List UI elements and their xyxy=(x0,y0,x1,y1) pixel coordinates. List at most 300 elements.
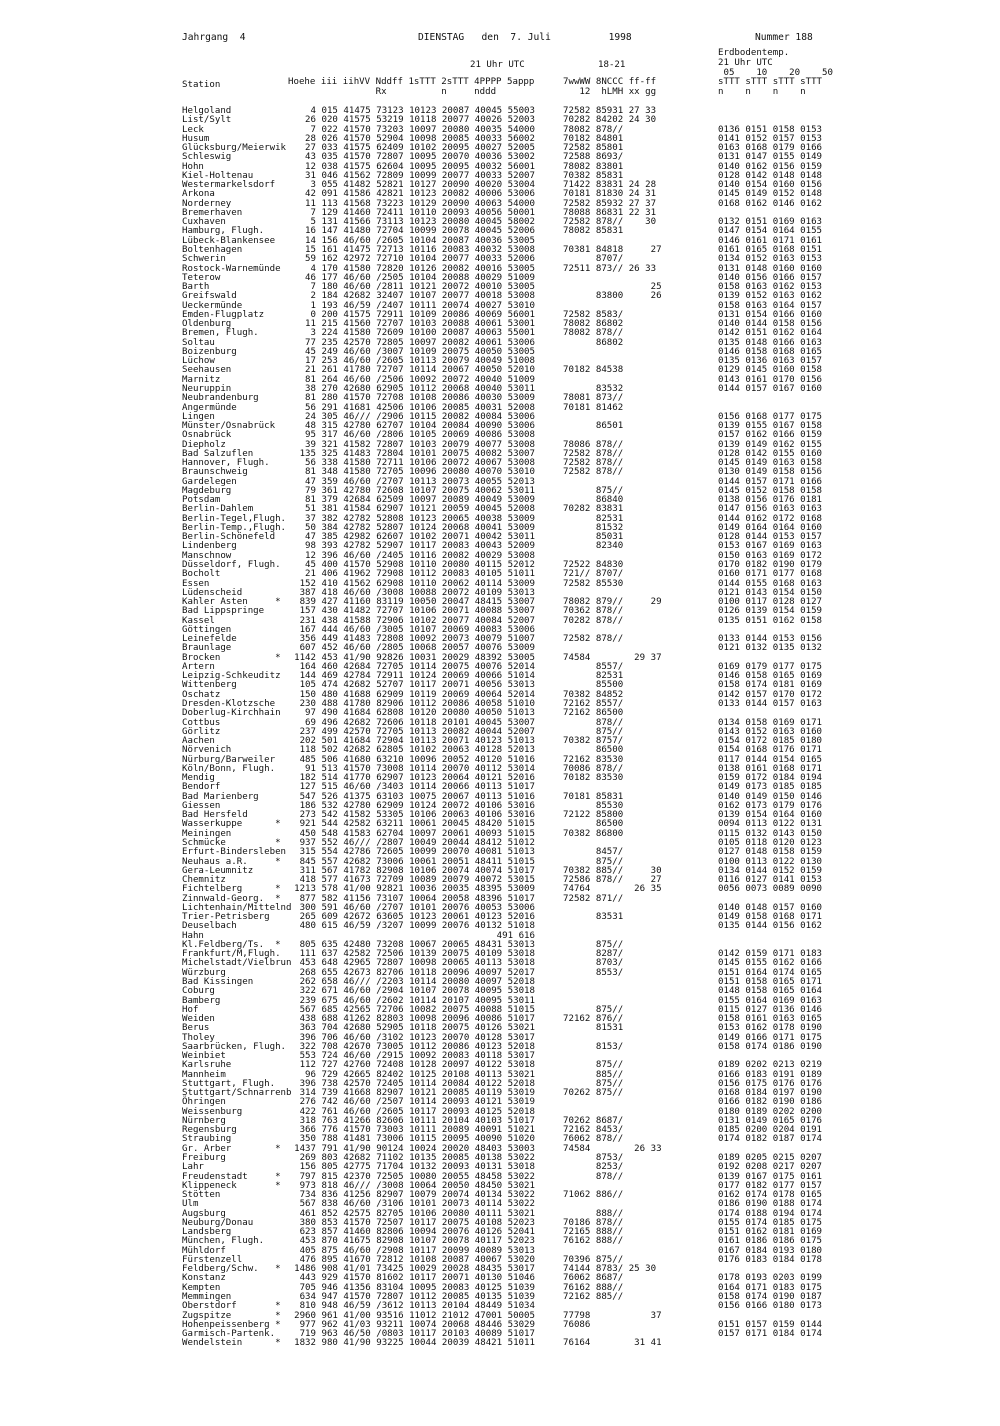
observation-row: 237 499 42570 72705 10113 20082 40044 52007 xyxy=(288,726,535,737)
station-name: Berlin-Schönefeld xyxy=(182,532,276,543)
station-name: Berus xyxy=(182,1023,210,1034)
station-name: Arkona xyxy=(182,189,215,200)
observation-row: 31 046 41562 72809 10099 20077 40033 52007 xyxy=(294,170,535,181)
weather-code: 878// xyxy=(563,717,624,728)
weather-code: 85500 xyxy=(563,680,624,691)
observation-row: 48 315 42780 62707 10104 20084 40090 53006 xyxy=(294,421,535,432)
observation-row: 405 875 46/60 /2908 10117 20099 40089 53013 xyxy=(288,1245,535,1256)
weather-code: 82340 xyxy=(563,541,624,552)
soil-temp-row: 0151 0158 0165 0171 xyxy=(718,976,823,987)
station-name: Lüchow xyxy=(182,356,215,367)
weather-code: 70182 83530 xyxy=(563,773,624,784)
weather-code: 78082 85831 xyxy=(563,226,624,237)
soil-temp-row xyxy=(718,932,822,941)
station-name: Schleswig xyxy=(182,152,232,163)
observation-row: 50 384 42782 52807 10124 20068 40041 53009 xyxy=(294,522,535,533)
soil-temp-row: 0158 0163 0162 0153 xyxy=(718,282,823,293)
soil-temp-row: 0144 0157 0167 0160 xyxy=(718,383,823,394)
station-name: Trier-Petrisberg xyxy=(182,912,270,923)
soil-temp-row: 0115 0127 0136 0146 xyxy=(718,1004,823,1015)
weather-code: 70396 875// xyxy=(563,1254,624,1265)
weather-code: 72582 85931 27 33 xyxy=(563,106,657,116)
observation-row: 46 177 46/60 /2505 10104 20088 40029 51009 xyxy=(294,272,535,283)
station-name: Barth xyxy=(182,282,210,293)
station-name: Manschnow xyxy=(182,550,232,561)
station-name: Hahn xyxy=(182,930,204,941)
observation-row: 97 490 41684 62808 10120 20080 40050 51013 xyxy=(294,708,535,719)
soil-temp-row: 0158 0161 0163 0165 xyxy=(718,1014,823,1025)
weather-code: 86500 xyxy=(563,819,624,830)
soil-temp-row: 0128 0142 0155 0160 xyxy=(718,448,823,459)
station-name: Frankfurt/M,Flugh. xyxy=(182,949,281,960)
weather-code: 70282 84202 24 30 xyxy=(563,115,657,126)
station-name: Landsberg xyxy=(182,1227,232,1238)
weather-code: 77798 37 xyxy=(563,1310,662,1321)
station-name: Aachen xyxy=(182,736,215,747)
observation-row: 845 557 42682 73006 10061 20051 48411 51015 xyxy=(288,856,535,867)
weather-code: 8287/ xyxy=(563,949,624,960)
station-name: Garmisch-Partenk. xyxy=(182,1329,276,1340)
station-name: Deuselbach xyxy=(182,921,237,932)
soil-temp-row: 0148 0158 0165 0164 xyxy=(718,986,823,997)
data-table xyxy=(0,107,1000,1407)
soil-temp-row: 0156 0166 0180 0173 xyxy=(718,1301,823,1312)
weather-code: 85031 xyxy=(563,532,624,543)
station-name: Teterow xyxy=(182,272,221,283)
station-name: Oberstdorf * xyxy=(182,1301,281,1312)
codes-header-1b: Rx n nddd xyxy=(288,87,497,97)
observation-row: 805 635 42480 73208 10067 20065 48431 53013 xyxy=(288,939,535,950)
soil-temp-row: 0144 0157 0171 0166 xyxy=(718,476,823,487)
soil-temp-row: 0189 0205 0215 0207 xyxy=(718,1153,823,1164)
weather-code: 8153/ xyxy=(563,1041,624,1052)
soil-temp-row: 0134 0158 0169 0171 xyxy=(718,717,823,728)
weather-code: 74144 8783/ 25 30 xyxy=(563,1264,657,1275)
observation-row: 39 321 41582 72807 10103 20079 40077 53008 xyxy=(294,439,535,450)
observation-row: 268 655 42673 82706 10118 20096 40097 52017 xyxy=(288,967,535,978)
station-name: Gardelegen xyxy=(182,476,237,487)
weather-code: 885// xyxy=(563,1069,624,1080)
station-name: Hannover, Flugh. xyxy=(182,458,270,469)
soil-temp-row: 0151 0162 0181 0169 xyxy=(718,1227,823,1238)
observation-row: 59 162 42972 72710 10104 20077 40033 52006 xyxy=(294,254,535,265)
weather-column xyxy=(563,107,662,1349)
station-name: Lübeck-Blankensee xyxy=(182,235,276,246)
observation-row: 476 895 41670 72812 10108 20087 40067 53020 xyxy=(288,1254,535,1265)
observation-row: 11 215 41560 72707 10103 20088 40061 53001 xyxy=(294,319,535,330)
weather-code: 875// xyxy=(563,485,624,496)
station-name: Bad Kissingen xyxy=(182,976,254,987)
weather-code: 78082 878// xyxy=(563,328,624,339)
soil-temp-row: 0144 0155 0168 0163 xyxy=(718,578,823,589)
weather-code: 76086 xyxy=(563,1319,591,1330)
soil-temp-row: 0186 0190 0188 0174 xyxy=(718,1199,823,1210)
soil-temp-row: 0158 0174 0186 0190 xyxy=(718,1041,823,1052)
weather-code: 71062 886// xyxy=(563,1190,624,1201)
observation-row: 265 609 42672 63605 10123 20061 40123 52016 xyxy=(288,912,535,923)
soil-temp-row: 0178 0193 0203 0199 xyxy=(718,1273,823,1284)
station-name: Meiningen xyxy=(182,828,232,839)
observation-row: 363 704 42680 52905 10118 20075 40126 53021 xyxy=(288,1023,535,1034)
soil-temp-row: 0142 0151 0162 0164 xyxy=(718,328,823,339)
soil-temp-row: 0138 0161 0168 0171 xyxy=(718,763,823,774)
station-name: Mendig xyxy=(182,773,215,784)
weather-code: 76062 878// xyxy=(563,1134,624,1145)
observation-row: 300 591 46/60 /2707 10101 20076 40053 53006 xyxy=(288,902,535,913)
observation-row: 719 963 46/50 /0803 10117 20103 40089 51017 xyxy=(288,1329,535,1340)
soil-temp-row: 0115 0132 0143 0150 xyxy=(718,828,823,839)
weather-code: 78082 83801 xyxy=(563,161,624,172)
station-name: Coburg xyxy=(182,986,215,997)
observation-row: 47 359 46/60 /2707 10113 20073 40055 52013 xyxy=(294,476,535,487)
soil-temp-row: 0185 0200 0204 0191 xyxy=(718,1125,823,1136)
weather-code: 8457/ xyxy=(563,847,624,858)
station-name: Giessen xyxy=(182,800,221,811)
observation-row: 623 857 41460 82806 10094 20076 40126 52041 xyxy=(288,1227,535,1238)
soil-temp-row: 0134 0152 0163 0153 xyxy=(718,254,823,265)
observation-row: 453 648 42965 72807 10098 20065 40113 53018 xyxy=(288,958,535,969)
weather-code: 72162 83530 xyxy=(563,754,624,765)
soil-temp-row: 0158 0174 0181 0169 xyxy=(718,680,823,691)
soil-temp-row: 0140 0148 0157 0160 xyxy=(718,902,823,913)
soil-temp-row: 0156 0175 0176 0176 xyxy=(718,1078,823,1089)
soil-temp-row: 0162 0174 0178 0165 xyxy=(718,1190,823,1201)
codes-header-2b: 12 hLMH xx gg xyxy=(563,87,657,97)
weather-code: 78081 873// xyxy=(563,393,624,404)
station-name: Bad Marienberg xyxy=(182,791,259,802)
station-name: Saarbrücken, Flugh. xyxy=(182,1041,287,1052)
observation-row: 877 582 41156 73107 10064 20058 48396 51017 xyxy=(288,893,535,904)
soil-temp-row: 0131 0149 0165 0176 xyxy=(718,1115,823,1126)
soil-temp-row: 0143 0161 0170 0156 xyxy=(718,374,823,385)
weather-code: 70181 81462 xyxy=(563,402,624,413)
weather-code: 70181 85831 xyxy=(563,791,624,802)
weather-code xyxy=(563,978,662,987)
soil-temp-row: 0158 0174 0190 0187 xyxy=(718,1292,823,1302)
station-name: Tholey xyxy=(182,1032,215,1043)
observation-row: 318 763 41266 82606 10111 20104 40103 51017 xyxy=(288,1115,535,1126)
observation-row: 12 038 41575 62604 10095 20095 40032 56001 xyxy=(294,161,535,172)
soil-temp-row: 0192 0208 0217 0207 xyxy=(718,1162,823,1173)
soil-temp-row: 0100 0117 0128 0127 xyxy=(718,597,823,608)
weather-code: 8553/ xyxy=(563,967,624,978)
jahrgang-label: Jahrgang 4 xyxy=(182,32,246,43)
observation-row: 7 129 41460 72411 10110 20093 40056 50001 xyxy=(294,207,535,218)
observation-row: 167 444 46/60 /3005 10107 20069 40083 53006 xyxy=(288,624,535,635)
weather-code: 78082 86802 xyxy=(563,319,624,330)
observation-row: 17 253 46/60 /2605 10113 20079 40049 51008 xyxy=(294,356,535,367)
observation-row: 1142 453 41/90 92826 10031 20029 48392 53005 xyxy=(283,652,535,663)
station-name: Leck xyxy=(182,124,204,135)
station-name: Weiden xyxy=(182,1014,215,1025)
observation-row: 276 742 46/60 /2507 10114 20093 40121 53019 xyxy=(288,1097,535,1108)
station-name: Neubrandenburg xyxy=(182,393,259,404)
weather-code: 72162 86500 xyxy=(563,708,624,719)
soil-temp-row: 0133 0144 0153 0156 xyxy=(718,634,823,645)
weather-code xyxy=(563,987,662,996)
station-name: Mühldorf xyxy=(182,1245,226,1256)
weather-code: 72582 878// 30 xyxy=(563,217,657,228)
weather-code: 78082 878// xyxy=(563,124,624,135)
observation-row: 450 548 41583 62704 10097 20061 40093 51015 xyxy=(288,828,535,839)
soil-temp-row: 0141 0152 0157 0153 xyxy=(718,133,823,144)
station-name: Hohenpeissenberg * xyxy=(182,1319,281,1330)
weather-code: 72582 85530 xyxy=(563,578,624,589)
weather-code: 70381 84818 27 xyxy=(563,244,662,255)
soil-temp-row: 0139 0149 0162 0155 xyxy=(718,439,823,450)
station-name: Wittenberg xyxy=(182,680,237,691)
observation-row: 135 325 41483 72804 10101 20075 40082 53007 xyxy=(288,448,535,459)
soil-temp-row: 0161 0165 0168 0151 xyxy=(718,244,823,255)
soil-temp-row: 0140 0149 0150 0146 xyxy=(718,791,823,802)
station-name: Neuburg/Donau xyxy=(182,1217,254,1228)
soil-temp-row: 0147 0154 0164 0155 xyxy=(718,226,823,237)
observation-row: 1437 791 41/90 90124 10024 20020 48403 53003 xyxy=(283,1143,535,1154)
observation-row: 4 170 41580 72820 10126 20082 40016 53005 xyxy=(294,263,535,274)
utc-18-21-label: 18-21 xyxy=(598,60,626,70)
weather-code: 875// xyxy=(563,1078,624,1089)
observation-row: 231 438 41588 72906 10102 20077 40084 52007 xyxy=(288,615,535,626)
soil-temp-row: 0153 0162 0178 0190 xyxy=(718,1023,823,1034)
observation-row: 79 361 42780 72608 10107 20075 40062 53011 xyxy=(294,485,535,496)
soil-temp-row: 0139 0167 0175 0161 xyxy=(718,1171,823,1182)
soil-temp-row: 0146 0158 0165 0169 xyxy=(718,671,823,682)
observation-row: 269 803 42682 71102 10135 20085 40138 53022 xyxy=(288,1153,535,1164)
observation-row: 51 381 41584 62907 10121 20059 40045 52008 xyxy=(294,504,535,515)
station-name: Nürnberg xyxy=(182,1115,226,1126)
soil-temp-row: 0158 0163 0164 0157 xyxy=(718,300,823,311)
station-name: Regensburg xyxy=(182,1125,237,1136)
station-name: Freiburg xyxy=(182,1153,226,1164)
soil-temp-row: 0176 0183 0184 0178 xyxy=(718,1254,823,1265)
observation-row: 27 033 41575 62409 10102 20095 40027 52005 xyxy=(294,143,535,154)
soil-temp-row: 0056 0073 0089 0090 xyxy=(718,884,823,895)
observation-row: 28 026 41570 52904 10098 20085 40033 56002 xyxy=(294,133,535,144)
observation-row: 239 675 46/60 /2602 10114 20107 40095 53011 xyxy=(288,995,535,1006)
observation-row: 567 838 46/60 /3106 10101 20073 40114 53022 xyxy=(288,1199,535,1210)
station-name: Fürstenzell xyxy=(182,1254,243,1265)
station-name: Rostock-Warnemünde xyxy=(182,263,281,274)
station-name: Konstanz xyxy=(182,1273,226,1284)
station-name: Neuruppin xyxy=(182,383,232,394)
soil-temp-row: 0170 0182 0190 0179 xyxy=(718,560,823,571)
observation-row: 315 554 42786 72605 10099 20070 40081 51013 xyxy=(288,847,535,858)
weather-code: 8707/ xyxy=(563,254,624,265)
station-name: Zugspitze * xyxy=(182,1310,281,1321)
weather-code: 82531 xyxy=(563,671,624,682)
observation-row: 112 727 42760 72408 10128 20097 40122 53018 xyxy=(288,1060,535,1071)
observation-row: 634 947 41570 72807 10112 20085 40135 51039 xyxy=(288,1292,535,1302)
observation-row: 230 488 41780 82906 10112 20086 40058 51010 xyxy=(288,699,535,709)
weather-code: 72582 878// xyxy=(563,467,624,478)
weather-code: 81532 xyxy=(563,522,624,533)
weather-code: 81531 xyxy=(563,1023,624,1034)
station-name: Stuttgart, Flugh. xyxy=(182,1078,276,1089)
soil-temp-row: 0145 0152 0158 0158 xyxy=(718,485,823,496)
station-name: Osnabrück xyxy=(182,430,232,441)
observation-row: 5 131 41566 73113 10123 20080 40045 58002 xyxy=(294,217,535,228)
soil-temp-row: 0128 0144 0153 0157 xyxy=(718,532,823,543)
soil-temp-row: 0131 0154 0166 0160 xyxy=(718,309,823,320)
station-name: Dresden-Klotzsche xyxy=(182,699,276,709)
station-name: Weissenburg xyxy=(182,1106,243,1117)
weather-code: 76162 888// xyxy=(563,1236,624,1247)
weather-code: 70382 85831 xyxy=(563,170,624,181)
station-name: Kiel-Holtenau xyxy=(182,170,254,181)
weather-code: 72162 8557/ xyxy=(563,699,624,709)
observation-row: 56 291 41681 42506 10106 20085 40031 52008 xyxy=(294,402,535,413)
observation-row: 705 946 41356 83104 10095 20083 40125 51039 xyxy=(288,1282,535,1293)
soil-temp-row: 0145 0149 0163 0158 xyxy=(718,458,823,469)
station-name: Gera-Leumnitz xyxy=(182,865,254,876)
observation-row: 81 379 42684 62509 10097 20089 40049 53009 xyxy=(294,495,535,506)
station-name: Straubing xyxy=(182,1134,232,1145)
weather-code: 70382 86800 xyxy=(563,828,624,839)
observation-row: 839 427 41160 83119 10050 20047 48415 53007 xyxy=(288,597,535,608)
weather-code: 70282 83831 xyxy=(563,504,624,515)
station-name: Bendorf xyxy=(182,782,221,793)
station-name: Doberlug-Kirchhain xyxy=(182,708,281,719)
station-name: Weinbiet xyxy=(182,1051,226,1062)
weather-code: 74764 26 35 xyxy=(563,884,662,895)
station-name: Bremerhaven xyxy=(182,207,243,218)
station-name: Angermünde xyxy=(182,402,237,413)
weather-code: 70262 8687/ xyxy=(563,1115,624,1126)
soil-temp-row: 0116 0127 0141 0153 xyxy=(718,875,823,886)
soil-temp-row: 0150 0163 0169 0172 xyxy=(718,550,823,561)
soil-temp-row: 0151 0157 0159 0144 xyxy=(718,1319,823,1330)
observation-row: 547 526 41375 63103 10075 20067 40113 51016 xyxy=(288,791,535,802)
station-name: Fichtelberg * xyxy=(182,884,281,895)
station-name: Bad Hersfeld xyxy=(182,810,248,821)
soil-temp-row: 0139 0152 0163 0162 xyxy=(718,291,823,302)
station-name: Köln/Bonn, Flugh. xyxy=(182,763,276,774)
weather-code: 721// 8707/ xyxy=(563,569,624,580)
soil-temp-row: 0131 0148 0160 0160 xyxy=(718,263,823,274)
weather-code: 72522 84830 xyxy=(563,560,624,571)
observation-row: 734 836 41256 82907 10079 20074 40134 53022 xyxy=(288,1190,535,1201)
weather-code: 70382 885// 30 xyxy=(563,865,662,876)
observation-row: 7 022 41570 73203 10097 20080 40035 54000 xyxy=(294,124,535,135)
soil-temp-row: 0140 0162 0156 0159 xyxy=(718,161,823,172)
weather-code: 888// xyxy=(563,1208,624,1219)
weather-code: 875// xyxy=(563,1060,624,1071)
weather-code: 875// xyxy=(563,939,624,950)
soil-temp-row: 0149 0158 0168 0171 xyxy=(718,912,823,923)
station-name: Nörvenich xyxy=(182,745,232,756)
observation-row: 453 870 41675 82908 10107 20078 40117 52023 xyxy=(288,1236,535,1247)
station-name: Bocholt xyxy=(182,569,221,580)
soil-temp-row: 0146 0161 0171 0161 xyxy=(718,235,823,246)
observation-row: 45 400 41570 52908 10110 20080 40115 52012 xyxy=(294,560,535,571)
codes-header-3b: n n n n xyxy=(718,87,806,97)
observation-row: 1213 578 41/00 92821 10036 20035 48395 53009 xyxy=(283,884,535,895)
weather-code: 70382 8757/ xyxy=(563,736,624,747)
station-name: Leinefelde xyxy=(182,634,237,645)
observation-row: 77 235 42570 72805 10097 20082 40061 53006 xyxy=(294,337,535,348)
soil-temp-column xyxy=(718,107,822,1339)
weather-code: 70362 878// xyxy=(563,606,624,617)
soil-temp-row: 0139 0154 0164 0160 xyxy=(718,810,823,821)
soil-temp-row: 0132 0151 0169 0163 xyxy=(718,217,823,228)
soil-temp-row: 0153 0167 0169 0163 xyxy=(718,541,823,552)
observation-row: 7 180 46/60 /2811 10121 20072 40010 53005 xyxy=(294,282,535,293)
station-name: Diepholz xyxy=(182,439,226,450)
soil-temp-row: 0100 0113 0122 0130 xyxy=(718,856,823,867)
weather-code: 83531 xyxy=(563,912,624,923)
station-name: Husum xyxy=(182,133,210,144)
station-name: Berlin-Temp.,Flugh. xyxy=(182,522,287,533)
soil-temp-row: 0135 0136 0163 0157 xyxy=(718,356,823,367)
soil-temp-row: 0174 0188 0194 0174 xyxy=(718,1208,823,1219)
weather-code xyxy=(563,348,662,357)
station-name: Lingen xyxy=(182,411,215,422)
weather-code: 8703/ xyxy=(563,958,624,969)
soil-temp-row: 0142 0157 0170 0172 xyxy=(718,689,823,700)
station-name: Gr. Arber * xyxy=(182,1143,281,1154)
weather-code: 72586 878// 27 xyxy=(563,875,662,886)
codes-header-2: 7wwWW 8NCCC ff-ff xyxy=(563,77,657,87)
station-name: Kempten xyxy=(182,1282,221,1293)
station-name: Nürburg/Barweiler xyxy=(182,754,276,765)
observation-row: 164 460 42684 72705 10114 20075 40076 52014 xyxy=(288,661,535,672)
observation-row: 396 738 42570 72405 10114 20084 40122 52018 xyxy=(288,1078,535,1089)
station-name: Klippeneck * xyxy=(182,1180,281,1191)
soil-temp-row: 0094 0113 0122 0131 xyxy=(718,819,823,830)
station-name: Seehausen xyxy=(182,365,232,376)
observation-row: 96 729 42665 82402 10125 20108 40113 53021 xyxy=(294,1069,535,1080)
observation-row: 127 515 46/60 /3403 10114 20066 40113 51017 xyxy=(288,782,535,793)
station-name: Hof xyxy=(182,1004,199,1015)
soil-temp-row: 0145 0149 0152 0148 xyxy=(718,189,823,200)
soil-temp-row: 0151 0164 0174 0165 xyxy=(718,967,823,978)
station-name: Oldenburg xyxy=(182,319,232,330)
station-name: Wendelstein * xyxy=(182,1338,281,1349)
soil-temp-row: 0129 0145 0160 0158 xyxy=(718,365,823,376)
observation-row: 202 501 41684 72904 10113 20071 40123 51013 xyxy=(288,736,535,747)
soil-temp-row: 0163 0168 0179 0166 xyxy=(718,143,823,154)
weather-code: 86501 xyxy=(563,421,624,432)
weather-code: 72122 85800 xyxy=(563,810,624,821)
observation-row: 937 552 46/// /2807 10049 20044 48412 51012 xyxy=(288,837,535,848)
soil-temp-row: 0121 0132 0135 0132 xyxy=(718,643,823,654)
observation-row: 3 055 41482 52821 10127 20090 40020 53004 xyxy=(294,180,535,191)
observation-row: 81 280 41570 72708 10108 20086 40030 53009 xyxy=(294,393,535,404)
observation-row: 16 147 41480 72704 10099 20078 40045 52006 xyxy=(294,226,535,237)
weather-code: 86500 xyxy=(563,745,624,756)
station-name: Greifswald xyxy=(182,291,237,302)
station-name: Erfurt-Bindersleben xyxy=(182,847,287,858)
station-name: Westermarkelsdorf xyxy=(182,180,276,191)
soil-temp-row: 0147 0156 0163 0163 xyxy=(718,504,823,515)
weather-code: 70186 878// xyxy=(563,1217,624,1228)
observation-row: 810 948 46/59 /3612 10113 20104 48449 51034 xyxy=(288,1301,535,1312)
soil-temp-row: 0168 0184 0197 0190 xyxy=(718,1088,823,1099)
weather-code: 70282 878// xyxy=(563,615,624,626)
observation-row: 396 706 46/60 /3102 10123 20070 40128 53017 xyxy=(288,1032,535,1043)
soil-temp-row: 0143 0152 0163 0160 xyxy=(718,726,823,737)
observation-row: 480 615 46/59 /3207 10099 20076 40132 51018 xyxy=(288,921,535,932)
soil-temp-row: 0160 0171 0177 0168 xyxy=(718,569,823,580)
station-name: Wasserkuppe * xyxy=(182,819,281,830)
station-name: Essen xyxy=(182,578,210,589)
soil-temp-row: 0149 0166 0171 0175 xyxy=(718,1032,823,1043)
station-name: Stötten xyxy=(182,1190,221,1201)
weather-code: 72588 8693/ xyxy=(563,152,624,163)
observation-row: 91 513 41570 73008 10114 20070 40112 53014 xyxy=(294,763,535,774)
soil-temp-row: 0126 0139 0154 0159 xyxy=(718,606,823,617)
soil-temp-row: 0174 0182 0187 0174 xyxy=(718,1134,823,1145)
